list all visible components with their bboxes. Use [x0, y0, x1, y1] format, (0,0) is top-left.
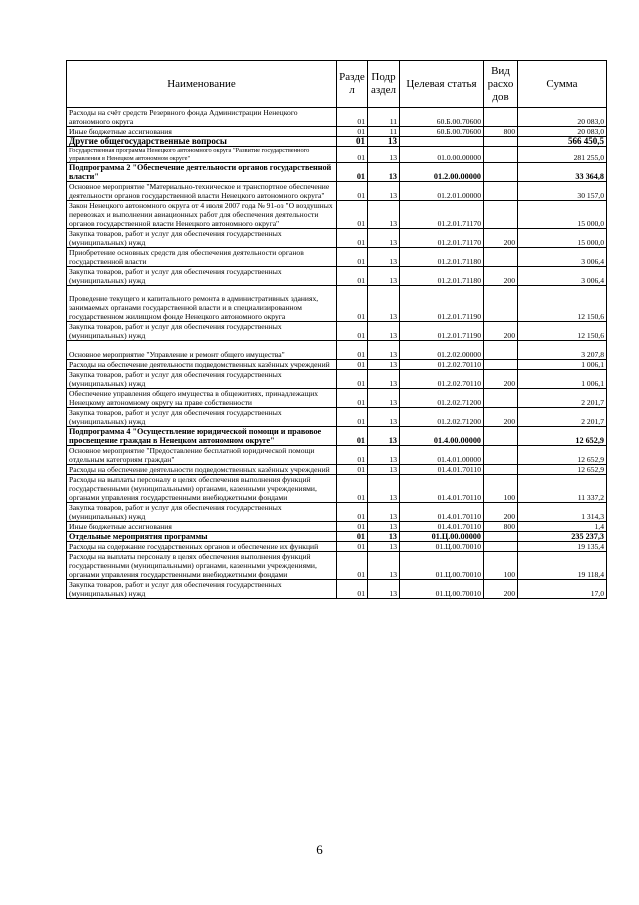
row-sum: 15 000,0 [518, 229, 607, 248]
row-subsection: 13 [368, 248, 400, 267]
page-number: 6 [316, 842, 323, 857]
row-subsection: 13 [368, 446, 400, 465]
row-subsection: 13 [368, 503, 400, 522]
row-type [484, 286, 518, 322]
row-section: 01 [337, 341, 368, 360]
row-subsection: 13 [368, 286, 400, 322]
row-section: 01 [337, 127, 368, 137]
row-subsection: 13 [368, 532, 400, 542]
row-target: 01.0.00.00000 [400, 147, 484, 163]
table-row [67, 137, 607, 147]
row-sum: 566 450,5 [518, 137, 607, 147]
row-target: 01.Ц.00.70010 [400, 552, 484, 580]
row-subsection: 13 [368, 163, 400, 182]
row-section: 01 [337, 427, 368, 446]
row-sum: 12 652,9 [518, 446, 607, 465]
table-row [67, 408, 607, 427]
row-sum: 19 135,4 [518, 542, 607, 552]
row-section: 01 [337, 108, 368, 127]
row-section: 01 [337, 465, 368, 475]
row-name: Подпрограмма 2 "Обеспечение деятельности органов государственной власти" [67, 163, 337, 182]
row-type [484, 341, 518, 360]
row-subsection: 13 [368, 580, 400, 599]
row-type [484, 542, 518, 552]
row-subsection: 13 [368, 147, 400, 163]
table-row [67, 286, 607, 322]
table-header-row [67, 61, 607, 108]
row-section: 01 [337, 137, 368, 147]
table-row [67, 229, 607, 248]
row-name: Расходы на счёт средств Резервного фонда Администрации Ненецкого автономного округа [67, 108, 337, 127]
row-section: 01 [337, 267, 368, 286]
row-sum: 12 150,6 [518, 322, 607, 341]
row-sum: 11 337,2 [518, 475, 607, 503]
row-subsection: 13 [368, 465, 400, 475]
row-name: Иные бюджетные ассигнования [67, 522, 337, 532]
row-target: 01.4.01.00000 [400, 446, 484, 465]
row-section: 01 [337, 522, 368, 532]
row-sum: 15 000,0 [518, 201, 607, 229]
row-name: Основное мероприятие "Предоставление бесплатной юридической помощи отдельным категориям граждан" [67, 446, 337, 465]
row-name: Обеспечение управления общего имущества в общежитиях, принадлежащих Ненецкому автономному округу на праве собственности [67, 389, 337, 408]
table-row [67, 341, 607, 360]
row-name: Отдельные мероприятия программы [67, 532, 337, 542]
row-subsection: 13 [368, 427, 400, 446]
row-sum: 33 364,8 [518, 163, 607, 182]
row-type [484, 465, 518, 475]
header-type: Вид расхо дов [484, 61, 518, 108]
row-sum: 2 201,7 [518, 389, 607, 408]
row-section: 01 [337, 503, 368, 522]
row-sum: 3 207,8 [518, 341, 607, 360]
row-sum: 12 652,9 [518, 465, 607, 475]
row-section: 01 [337, 322, 368, 341]
row-target: 01.2.00.00000 [400, 163, 484, 182]
row-target: 01.Ц.00.00000 [400, 532, 484, 542]
row-type: 200 [484, 267, 518, 286]
row-name: Закон Ненецкого автономного округа от 4 июля 2007 года № 91-оз "О воздушных перевозках и выполнении авиационных работ для обеспечения деятельности органов государственной власти Ненецкого автономного округа" [67, 201, 337, 229]
row-sum: 1,4 [518, 522, 607, 532]
row-section: 01 [337, 552, 368, 580]
row-type [484, 137, 518, 147]
row-section: 01 [337, 475, 368, 503]
row-section: 01 [337, 446, 368, 465]
row-name: Закупка товаров, работ и услуг для обеспечения государственных (муниципальных) нужд [67, 370, 337, 389]
row-target: 01.2.01.00000 [400, 182, 484, 201]
table-row [67, 446, 607, 465]
row-target: 60.Б.00.70600 [400, 127, 484, 137]
header-section: Разде л [337, 61, 368, 108]
row-target: 01.2.02.71200 [400, 389, 484, 408]
row-section: 01 [337, 163, 368, 182]
row-section: 01 [337, 360, 368, 370]
row-sum: 1 314,3 [518, 503, 607, 522]
row-section: 01 [337, 182, 368, 201]
header-name: Наименование [67, 61, 337, 108]
table-row [67, 108, 607, 127]
row-sum: 235 237,3 [518, 532, 607, 542]
row-type: 200 [484, 408, 518, 427]
row-target: 01.2.01.71190 [400, 286, 484, 322]
row-name: Расходы на обеспечение деятельности подведомственных казённых учреждений [67, 360, 337, 370]
row-target: 01.2.01.71180 [400, 267, 484, 286]
row-sum: 2 201,7 [518, 408, 607, 427]
table-row [67, 322, 607, 341]
row-type: 200 [484, 322, 518, 341]
row-type [484, 248, 518, 267]
row-name: Подпрограмма 4 "Осуществление юридической помощи и правовое просвещение граждан в Ненецком автономном округе" [67, 427, 337, 446]
table-row [67, 542, 607, 552]
row-sum: 1 006,1 [518, 360, 607, 370]
row-target: 60.Б.00.70600 [400, 108, 484, 127]
table-row [67, 127, 607, 137]
row-type [484, 201, 518, 229]
row-sum: 3 006,4 [518, 248, 607, 267]
table-row [67, 147, 607, 163]
row-subsection: 13 [368, 182, 400, 201]
row-sum: 17,0 [518, 580, 607, 599]
header-sum: Сумма [518, 61, 607, 108]
row-subsection: 13 [368, 201, 400, 229]
row-target: 01.4.01.70110 [400, 503, 484, 522]
row-subsection: 11 [368, 108, 400, 127]
table-row [67, 532, 607, 542]
row-name: Закупка товаров, работ и услуг для обеспечения государственных (муниципальных) нужд [67, 229, 337, 248]
row-name: Расходы на обеспечение деятельности подведомственных казённых учреждений [67, 465, 337, 475]
row-type [484, 427, 518, 446]
table-row [67, 552, 607, 580]
row-section: 01 [337, 248, 368, 267]
row-section: 01 [337, 532, 368, 542]
row-type [484, 532, 518, 542]
row-subsection: 13 [368, 542, 400, 552]
row-name: Приобретение основных средств для обеспечения деятельности органов государственной власти [67, 248, 337, 267]
row-subsection: 13 [368, 229, 400, 248]
row-target: 01.4.00.00000 [400, 427, 484, 446]
row-section: 01 [337, 370, 368, 389]
row-subsection: 13 [368, 322, 400, 341]
row-type [484, 108, 518, 127]
table-row [67, 389, 607, 408]
table-body [67, 108, 607, 599]
budget-table [66, 60, 607, 599]
row-section: 01 [337, 580, 368, 599]
row-name: Расходы на выплаты персоналу в целях обеспечения выполнения функций государственными (муниципальными) органами, казенными учреждениями, органами управления государственными внебюджетными фондами [67, 552, 337, 580]
row-section: 01 [337, 408, 368, 427]
row-type [484, 360, 518, 370]
row-type [484, 446, 518, 465]
table-row [67, 465, 607, 475]
row-name: Основное мероприятие "Материально-техническое и транспортное обеспечение деятельности органов государственной власти Ненецкого автономного округа" [67, 182, 337, 201]
row-sum: 20 083,0 [518, 108, 607, 127]
row-type: 200 [484, 580, 518, 599]
row-target: 01.Ц.00.70010 [400, 542, 484, 552]
row-subsection: 13 [368, 522, 400, 532]
row-sum: 12 150,6 [518, 286, 607, 322]
row-target: 01.Ц.00.70010 [400, 580, 484, 599]
row-subsection: 13 [368, 341, 400, 360]
header-target: Целевая статья [400, 61, 484, 108]
row-name: Другие общегосударственные вопросы [67, 137, 337, 147]
row-type [484, 182, 518, 201]
row-type [484, 163, 518, 182]
row-type: 200 [484, 229, 518, 248]
row-target: 01.2.01.71190 [400, 322, 484, 341]
row-subsection: 13 [368, 370, 400, 389]
row-subsection: 13 [368, 389, 400, 408]
row-name: Закупка товаров, работ и услуг для обеспечения государственных (муниципальных) нужд [67, 267, 337, 286]
row-type: 800 [484, 127, 518, 137]
table-row [67, 522, 607, 532]
row-subsection: 13 [368, 552, 400, 580]
table-row [67, 201, 607, 229]
row-target: 01.2.02.71200 [400, 408, 484, 427]
row-subsection: 13 [368, 408, 400, 427]
row-sum: 30 157,0 [518, 182, 607, 201]
row-name: Закупка товаров, работ и услуг для обеспечения государственных (муниципальных) нужд [67, 322, 337, 341]
row-section: 01 [337, 201, 368, 229]
row-subsection: 13 [368, 267, 400, 286]
row-name: Закупка товаров, работ и услуг для обеспечения государственных (муниципальных) нужд [67, 408, 337, 427]
row-target: 01.4.01.70110 [400, 522, 484, 532]
table-row [67, 163, 607, 182]
row-sum: 19 118,4 [518, 552, 607, 580]
header-subsection: Подр аздел [368, 61, 400, 108]
row-target [400, 137, 484, 147]
row-subsection: 13 [368, 475, 400, 503]
row-name: Проведение текущего и капитального ремонта в административных зданиях, занимаемых органами государственной власти и в специализированном государственном жилищном фонде Ненецкого автономного округа [67, 286, 337, 322]
row-type [484, 389, 518, 408]
table-row [67, 370, 607, 389]
table-row [67, 267, 607, 286]
row-type: 100 [484, 475, 518, 503]
row-type: 200 [484, 370, 518, 389]
table-row [67, 580, 607, 599]
row-sum: 3 006,4 [518, 267, 607, 286]
row-type: 100 [484, 552, 518, 580]
budget-page [66, 60, 606, 599]
row-type: 200 [484, 503, 518, 522]
row-subsection: 13 [368, 137, 400, 147]
table-row [67, 248, 607, 267]
row-section: 01 [337, 542, 368, 552]
row-name: Основное мероприятие "Управление и ремонт общего имущества" [67, 341, 337, 360]
row-subsection: 11 [368, 127, 400, 137]
row-target: 01.2.01.71170 [400, 229, 484, 248]
row-target: 01.4.01.70110 [400, 475, 484, 503]
row-name: Закупка товаров, работ и услуг для обеспечения государственных (муниципальных) нужд [67, 503, 337, 522]
row-name: Иные бюджетные ассигнования [67, 127, 337, 137]
row-target: 01.2.01.71180 [400, 248, 484, 267]
row-target: 01.2.01.71170 [400, 201, 484, 229]
row-type: 800 [484, 522, 518, 532]
row-type [484, 147, 518, 163]
row-section: 01 [337, 389, 368, 408]
table-row [67, 503, 607, 522]
row-name: Расходы на выплаты персоналу в целях обеспечения выполнения функций государственными (муниципальными) органами, казенными учреждениями, органами управления государственными внебюджетными фондами [67, 475, 337, 503]
row-section: 01 [337, 229, 368, 248]
table-row [67, 427, 607, 446]
row-section: 01 [337, 286, 368, 322]
row-sum: 20 083,0 [518, 127, 607, 137]
row-target: 01.4.01.70110 [400, 465, 484, 475]
row-target: 01.2.02.70110 [400, 360, 484, 370]
table-row [67, 475, 607, 503]
row-target: 01.2.02.00000 [400, 341, 484, 360]
row-sum: 281 255,0 [518, 147, 607, 163]
row-section: 01 [337, 147, 368, 163]
row-name: Закупка товаров, работ и услуг для обеспечения государственных (муниципальных) нужд [67, 580, 337, 599]
row-sum: 12 652,9 [518, 427, 607, 446]
row-name: Государственная программа Ненецкого автономного округа "Развитие государственного управления в Ненецком автономном округе" [67, 147, 337, 163]
row-subsection: 13 [368, 360, 400, 370]
row-name: Расходы на содержание государственных органов и обеспечение их функций [67, 542, 337, 552]
row-target: 01.2.02.70110 [400, 370, 484, 389]
table-row [67, 360, 607, 370]
table-row [67, 182, 607, 201]
row-sum: 1 006,1 [518, 370, 607, 389]
